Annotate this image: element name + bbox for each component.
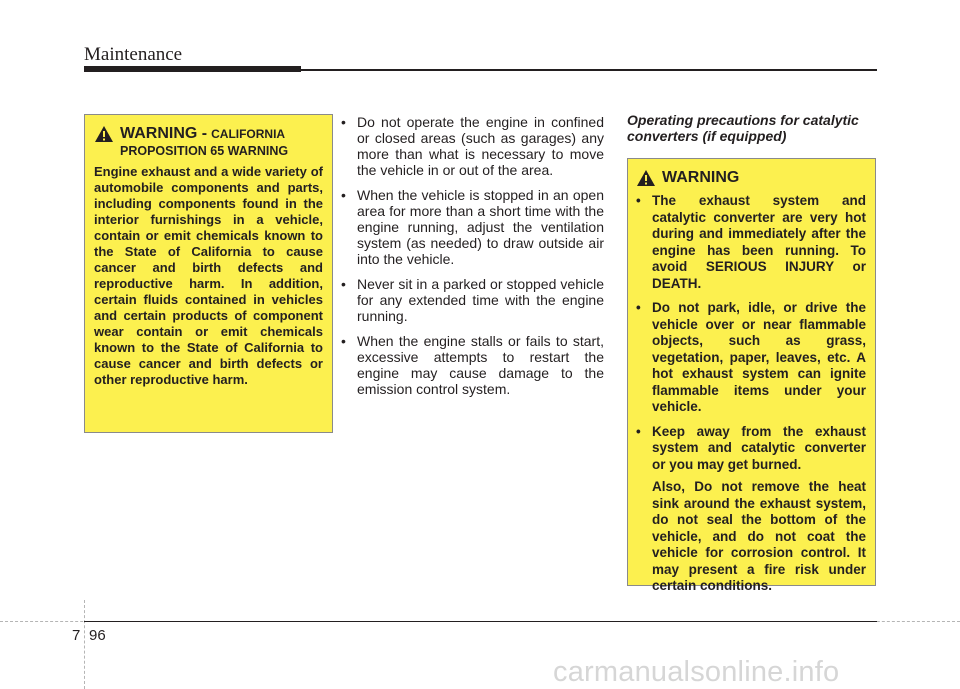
list-item: • When the vehicle is stopped in an open area for more than a short time with the engine running, adjust the ventilation system (as needed) to draw outside air into the vehicle. <box>341 187 604 267</box>
footer-dashed-vertical-line <box>84 600 85 689</box>
list-item-text: Keep away from the exhaust system and catalytic converter or you may get burned. <box>652 423 866 472</box>
chapter-number: 7 <box>72 627 81 644</box>
footer-rule <box>84 621 877 622</box>
list-item: • Never sit in a parked or stopped vehicle for any extended time with the engine running. <box>341 276 604 324</box>
california-warning-body: Engine exhaust and a wide variety of automobile components and parts, including components found in the interior furnishings in a vehicle, contain or emit chemicals known to the State of California to cause cancer and birth defects and reproductive harm. In addition, certain fluids contained in vehicles and certain products of component wear contain or emit chemicals known to the State of California to cause cancer and birth defects or other reproductive harm. <box>94 164 323 387</box>
catalytic-warning-box <box>627 158 876 593</box>
california-warning-title: WARNING - <box>120 125 208 142</box>
header-bar-thick <box>84 66 301 72</box>
list-item: • When the engine stalls or fails to start, excessive attempts to restart the engine may cause damage to the emission control system. <box>341 333 604 397</box>
warning-triangle-icon <box>94 125 114 143</box>
catalytic-warning-title: WARNING <box>662 169 740 186</box>
california-warning-subtitle: PROPOSITION 65 WARNING <box>120 144 289 158</box>
list-item: • The exhaust system and catalytic converter are very hot during and immediately after the engine has been running. To avoid SERIOUS INJURY or DEATH. <box>636 193 866 291</box>
engine-operation-bullets <box>341 114 604 406</box>
california-warning-title-row <box>94 125 323 143</box>
header-bar-thin <box>301 69 877 71</box>
list-item-text: When the engine stalls or fails to start, excessive attempts to restart the engine may cause damage to the emission control system. <box>357 333 604 397</box>
california-warning-box <box>84 114 333 433</box>
catalytic-warning-extra: Also, Do not remove the heat sink around the exhaust system, do not seal the bottom of the vehicle, and do not coat the vehicle for corrosion control. It may present a fire risk under certain conditions. <box>652 479 866 593</box>
list-item-text: Never sit in a parked or stopped vehicle for any extended time with the engine running. <box>357 276 604 324</box>
list-item-text: Do not park, idle, or drive the vehicle over or near flammable objects, such as grass, vegetation, paper, leaves, etc. A hot exhaust system can ignite flammable items under your vehicle. <box>652 300 866 414</box>
list-item: • Keep away from the exhaust system and catalytic converter or you may get burned. Also, Do not remove the heat sink around the exhaust system, do not seal the bottom of the vehicle, and do not coat the vehicle for corrosion control. It may present a fire risk under certain conditions. <box>636 423 866 593</box>
catalytic-warning-title-row <box>636 169 866 187</box>
page-number: 96 <box>89 627 106 644</box>
list-item-text: Do not operate the engine in confined or closed areas (such as garages) any more than what is necessary to move the vehicle in or out of the area. <box>357 114 604 178</box>
list-item: • Do not park, idle, or drive the vehicle over or near flammable objects, such as grass, vegetation, paper, leaves, etc. A hot exhaust system can ignite flammable items under your vehicle. <box>636 300 866 414</box>
watermark: carmanualsonline.info <box>553 656 840 688</box>
section-heading: Operating precautions for catalytic converters (if equipped) <box>627 112 859 144</box>
page-header-title: Maintenance <box>84 44 183 65</box>
list-item-text: The exhaust system and catalytic converter are very hot during and immediately after the engine has been running. To avoid SERIOUS INJURY or DEATH. <box>652 193 866 291</box>
catalytic-warning-list <box>636 193 866 595</box>
california-warning-title-suffix: CALIFORNIA <box>211 127 286 141</box>
warning-triangle-icon <box>636 169 656 187</box>
list-item: • Do not operate the engine in confined or closed areas (such as garages) any more than what is necessary to move the vehicle in or out of the area. <box>341 114 604 178</box>
list-item-text: When the vehicle is stopped in an open area for more than a short time with the engine running, adjust the ventilation system (as needed) to draw outside air into the vehicle. <box>357 187 604 267</box>
